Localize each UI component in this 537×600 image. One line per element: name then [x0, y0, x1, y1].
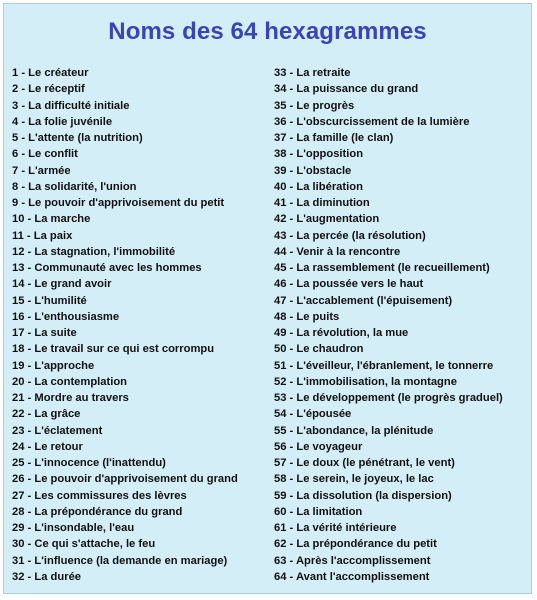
- hexagram-list-item: 57 - Le doux (le pénétrant, le vent): [274, 457, 455, 469]
- hexagram-list-item: 22 - La grâce: [12, 408, 81, 421]
- hexagram-list-item: 43 - La percée (la résolution): [274, 229, 426, 242]
- hexagram-list-item: 61 - La vérité intérieure: [274, 522, 397, 534]
- hexagram-list-item: 29 - L'insondable, l'eau: [12, 522, 135, 534]
- hexagram-list-item: 27 - Les commissures des lèvres: [12, 489, 187, 502]
- hexagram-list-item: 47 - L'accablement (l'épuisement): [274, 294, 453, 307]
- hexagram-list-item: 12 - La stagnation, l'immobilité: [12, 245, 176, 258]
- hexagram-list-item: 17 - La suite: [12, 327, 77, 339]
- right-column-list: [274, 65, 532, 585]
- hexagram-list-item: 26 - Le pouvoir d'apprivoisement du grand: [12, 473, 238, 486]
- hexagram-list-item: 25 - L'innocence (l'inattendu): [12, 457, 166, 469]
- hexagram-list-item: 18 - Le travail sur ce qui est corrompu: [12, 343, 215, 356]
- hexagram-list-item: 49 - La révolution, la mue: [274, 327, 409, 339]
- hexagram-list-item: 45 - La rassemblement (le recueillement): [274, 262, 490, 274]
- hexagram-list-item: 48 - Le puits: [274, 310, 340, 323]
- hexagram-list-item: 34 - La puissance du grand: [274, 83, 419, 96]
- hexagram-list-item: 39 - L'obstacle: [274, 164, 352, 177]
- hexagram-list-item: 54 - L'épousée: [274, 408, 352, 421]
- hexagram-list-item: 33 - La retraite: [274, 67, 351, 79]
- hexagram-list-item: 9 - Le pouvoir d'apprivoisement du petit: [12, 197, 225, 209]
- left-column-list: [12, 65, 274, 585]
- hexagram-list-item: 32 - La durée: [12, 570, 82, 583]
- hexagram-list-item: 10 - La marche: [12, 213, 91, 226]
- hexagram-list-item: 60 - La limitation: [274, 505, 363, 518]
- hexagram-list-item: 42 - L'augmentation: [274, 213, 380, 226]
- hexagram-list-item: 11 - La paix: [12, 229, 73, 242]
- hexagram-list-item: 50 - Le chaudron: [274, 343, 364, 356]
- hexagram-list-item: 8 - La solidarité, l'union: [12, 180, 137, 193]
- hexagram-list-item: 7 - L'armée: [12, 164, 71, 177]
- hexagram-list-item: 63 - Après l'accomplissement: [274, 554, 431, 567]
- hexagram-list-item: 41 - La diminution: [274, 197, 370, 209]
- hexagram-list-item: 38 - L'opposition: [274, 148, 364, 161]
- hexagram-list-item: 3 - La difficulté initiale: [12, 99, 130, 112]
- hexagram-list-item: 56 - Le voyageur: [274, 440, 363, 453]
- hexagram-list-item: 46 - La poussée vers le haut: [274, 278, 424, 291]
- hexagram-list-item: 52 - L'immobilisation, la montagne: [274, 375, 457, 388]
- hexagram-list-item: 55 - L'abondance, la plénitude: [274, 424, 434, 437]
- hexagram-list-item: 4 - La folie juvénile: [12, 115, 113, 128]
- hexagram-list-item: 40 - La libération: [274, 180, 363, 193]
- hexagram-list-item: 1 - Le créateur: [12, 67, 89, 79]
- hexagram-list-item: 19 - L'approche: [12, 359, 95, 372]
- hexagram-list-item: 58 - Le serein, le joyeux, le lac: [274, 473, 434, 486]
- hexagram-list-item: 37 - La famille (le clan): [274, 132, 394, 144]
- hexagram-list-item: 6 - Le conflit: [12, 148, 78, 161]
- hexagram-panel: [3, 3, 532, 594]
- hexagram-list-item: 24 - Le retour: [12, 440, 83, 453]
- hexagram-list-item: 2 - Le réceptif: [12, 83, 85, 96]
- hexagram-list-item: 51 - L'éveilleur, l'ébranlement, le tonnerre: [274, 359, 494, 372]
- hexagram-list-item: 5 - L'attente (la nutrition): [12, 132, 143, 144]
- hexagram-list-item: 35 - Le progrès: [274, 99, 355, 112]
- hexagram-list-item: 59 - La dissolution (la dispersion): [274, 489, 452, 502]
- hexagram-list-item: 21 - Mordre au travers: [12, 392, 129, 404]
- hexagram-list-item: 64 - Avant l'accomplissement: [274, 570, 430, 583]
- hexagram-list-item: 53 - Le développement (le progrès graduel): [274, 392, 503, 404]
- hexagram-list-item: 23 - L'éclatement: [12, 424, 103, 437]
- hexagram-list-item: 62 - La prépondérance du petit: [274, 538, 437, 551]
- hexagram-list-item: 31 - L'influence (la demande en mariage): [12, 554, 228, 567]
- hexagram-list-item: 36 - L'obscurcissement de la lumière: [274, 115, 470, 128]
- hexagram-list-item: 44 - Venir à la rencontre: [274, 245, 401, 258]
- hexagram-list-item: 15 - L'humilité: [12, 294, 87, 307]
- hexagram-list-item: 13 - Communauté avec les hommes: [12, 262, 202, 274]
- hexagram-list-item: 16 - L'enthousiasme: [12, 310, 120, 323]
- hexagram-list-item: 30 - Ce qui s'attache, le feu: [12, 538, 156, 551]
- hexagram-list-item: 28 - La prépondérance du grand: [12, 505, 183, 518]
- hexagram-list-item: 14 - Le grand avoir: [12, 278, 112, 291]
- page-title: Noms des 64 hexagrammes: [108, 18, 427, 45]
- hexagram-list-item: 20 - La contemplation: [12, 375, 127, 388]
